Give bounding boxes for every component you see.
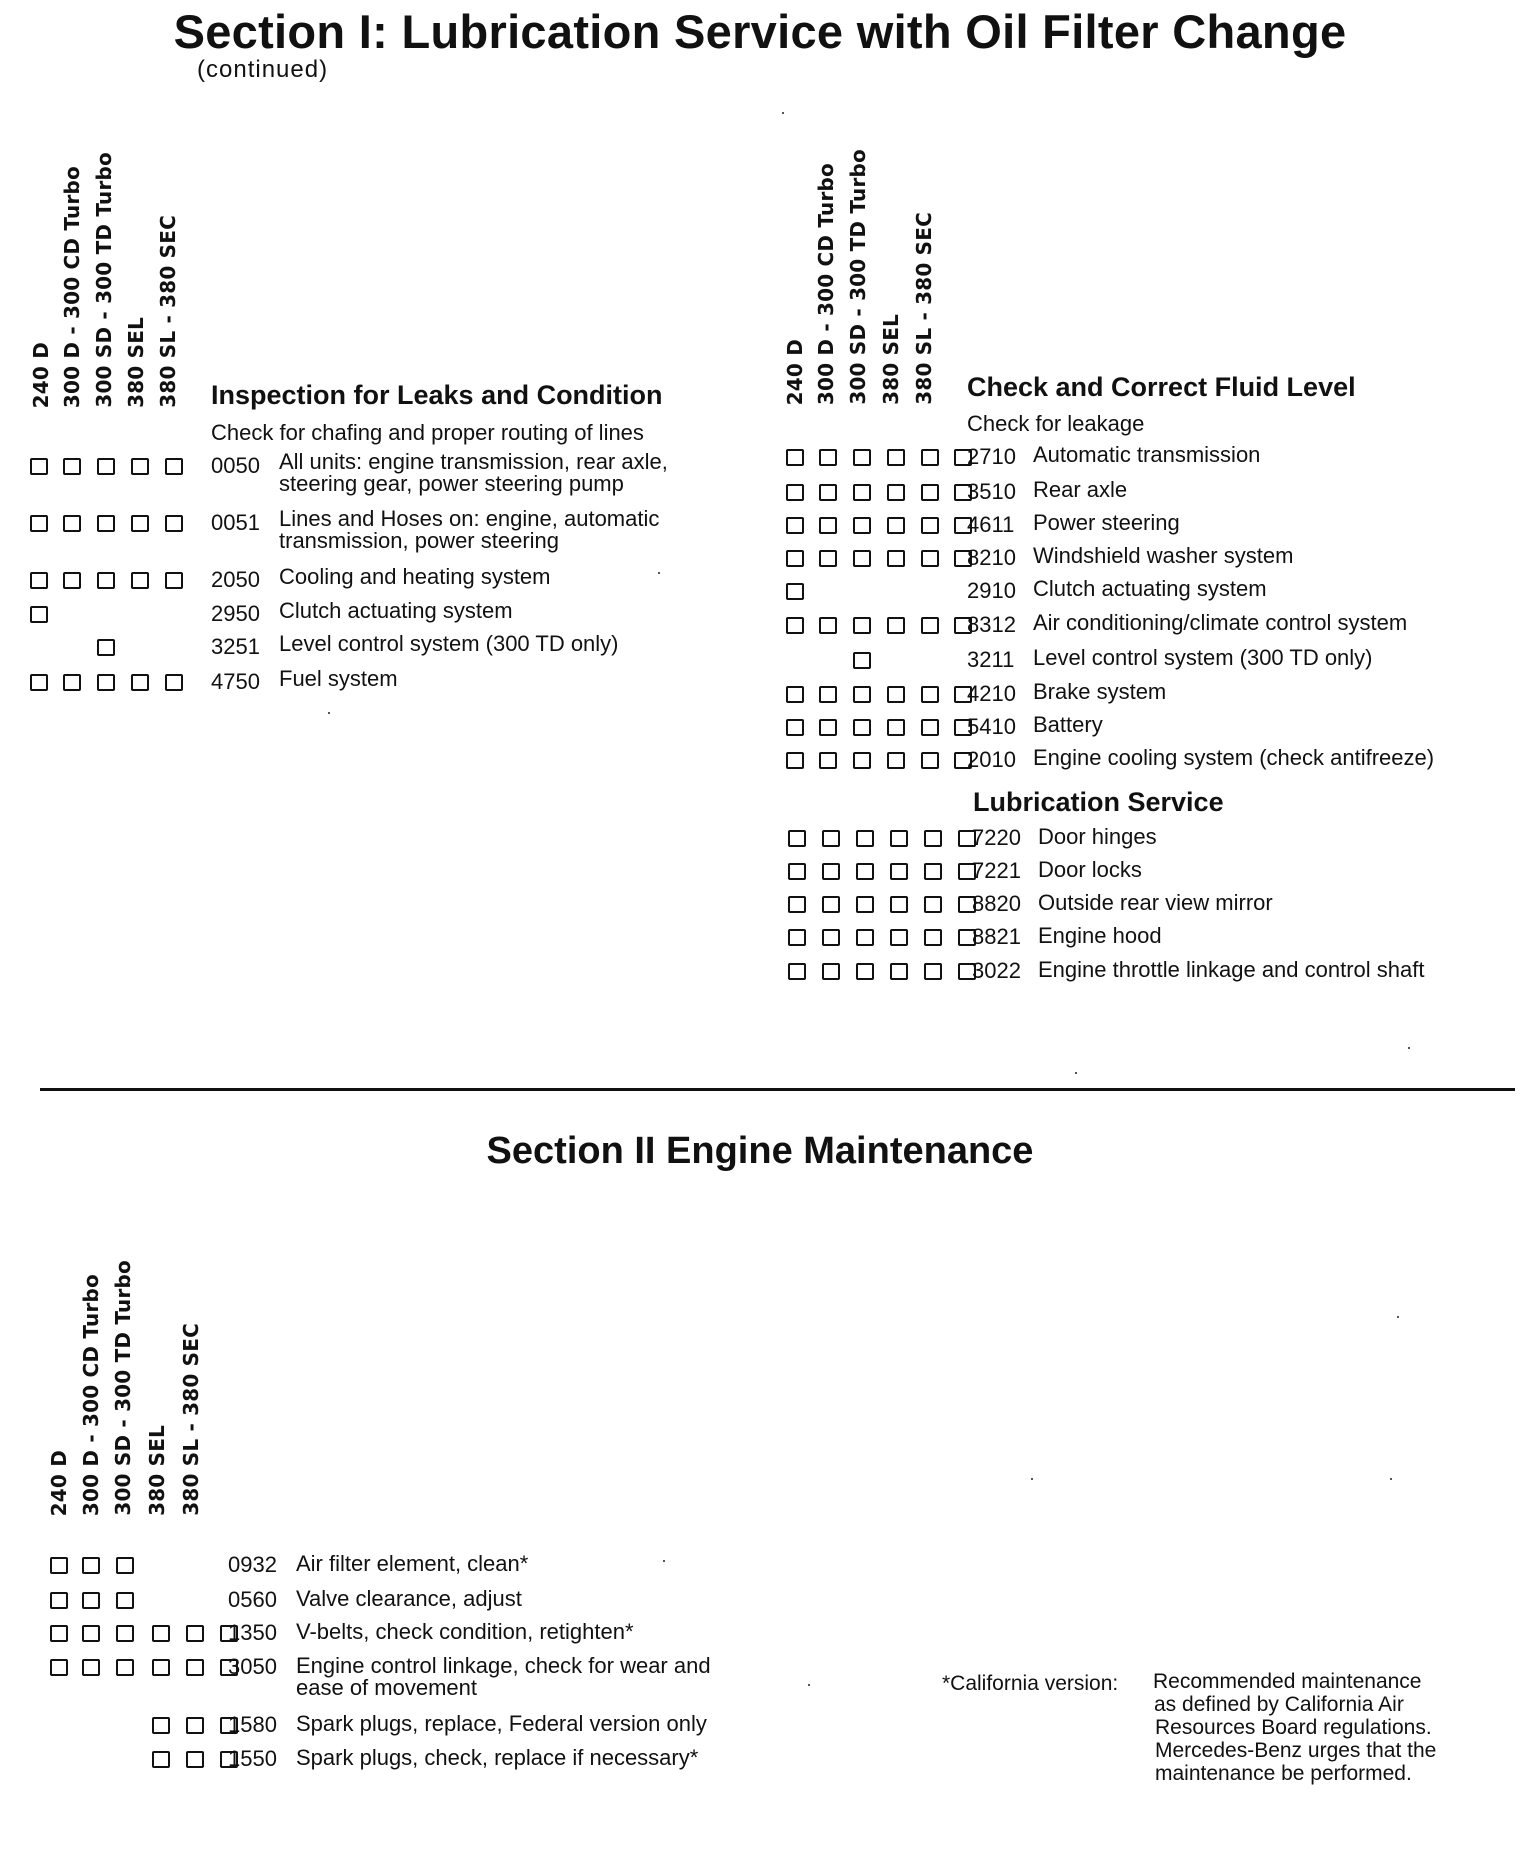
column-header: 300 D - 300 CD Turbo [814, 162, 838, 405]
column-header: 380 SEL [879, 314, 903, 405]
item-description: Battery [1033, 712, 1103, 737]
fluid-subheading: Check for leakage [967, 411, 1145, 436]
item-description: Valve clearance, adjust [296, 1586, 522, 1611]
item-description: transmission, power steering [279, 528, 560, 553]
inspection-row [30, 506, 730, 567]
checkbox[interactable] [165, 572, 183, 589]
checkbox[interactable] [853, 517, 871, 534]
checkbox[interactable] [856, 963, 874, 980]
checkbox[interactable] [131, 572, 149, 589]
section-divider [40, 1088, 1515, 1091]
lubrication-heading: Lubrication Service [973, 787, 1224, 817]
engine-row [50, 1553, 780, 1584]
lubrication-list [788, 826, 1508, 996]
checkbox[interactable] [786, 583, 804, 600]
item-description: Level control system (300 TD only) [279, 631, 619, 656]
checkbox[interactable] [152, 1659, 170, 1676]
page-title: Section I: Lubrication Service with Oil Filter Change [173, 5, 1347, 58]
item-code: 3251 [211, 634, 260, 659]
item-code: 1350 [228, 1620, 277, 1645]
checkbox[interactable] [186, 1625, 204, 1642]
checkbox[interactable] [822, 963, 840, 980]
item-description: Power steering [1033, 510, 1180, 535]
scan-speck [1408, 1047, 1410, 1049]
checkbox[interactable] [887, 719, 905, 736]
column-header: 300 SD - 300 TD Turbo [92, 152, 116, 408]
checkbox[interactable] [63, 515, 81, 532]
item-code: 0050 [211, 453, 260, 478]
checkbox[interactable] [819, 617, 837, 634]
checkbox[interactable] [924, 863, 942, 880]
checkbox[interactable] [853, 719, 871, 736]
item-description: Fuel system [279, 666, 398, 691]
checkbox[interactable] [152, 1625, 170, 1642]
item-code: 7221 [972, 858, 1021, 883]
item-code: 3510 [967, 479, 1016, 504]
checkbox[interactable] [116, 1659, 134, 1676]
fluid-row [786, 576, 1506, 610]
checkbox[interactable] [786, 484, 804, 501]
checkbox[interactable] [921, 550, 939, 567]
checkbox[interactable] [921, 484, 939, 501]
checkbox[interactable] [887, 686, 905, 703]
fluid-column-headers [784, 145, 954, 405]
item-code: 8821 [972, 924, 1021, 949]
checkbox[interactable] [788, 863, 806, 880]
checkbox[interactable] [853, 652, 871, 669]
checkbox[interactable] [822, 863, 840, 880]
checkbox[interactable] [856, 830, 874, 847]
item-description: Engine throttle linkage and control shaft [1038, 957, 1425, 982]
item-description: Engine hood [1038, 923, 1162, 948]
checkbox[interactable] [819, 550, 837, 567]
lubrication-row [788, 826, 1508, 857]
item-description: Cooling and heating system [279, 564, 551, 589]
checkbox[interactable] [887, 617, 905, 634]
checkbox[interactable] [819, 449, 837, 466]
lubrication-row [788, 892, 1508, 923]
engine-list [50, 1553, 780, 1783]
checkbox[interactable] [165, 674, 183, 691]
footnote-line: maintenance be performed. [1155, 1762, 1412, 1785]
column-header: 380 SL - 380 SEC [156, 215, 180, 408]
checkbox[interactable] [887, 517, 905, 534]
inspection-heading: Inspection for Leaks and Condition [211, 380, 663, 410]
inspection-column-headers [30, 148, 190, 408]
checkbox[interactable] [887, 550, 905, 567]
item-description: Door hinges [1038, 824, 1157, 849]
item-code: 8312 [967, 612, 1016, 637]
item-code: 4611 [967, 512, 1015, 537]
item-code: 1580 [228, 1712, 277, 1737]
section-2-heading: Section II Engine Maintenance [486, 1130, 1034, 1172]
item-code: 0932 [228, 1552, 277, 1577]
column-header: 300 SD - 300 TD Turbo [846, 149, 870, 405]
checkbox[interactable] [856, 896, 874, 913]
item-description: Automatic transmission [1033, 442, 1261, 467]
checkbox[interactable] [786, 752, 804, 769]
item-description: Rear axle [1033, 477, 1128, 502]
checkbox[interactable] [50, 1592, 68, 1609]
lubrication-row [788, 959, 1508, 990]
inspection-list [30, 449, 730, 714]
checkbox[interactable] [890, 896, 908, 913]
item-description: Lines and Hoses on: engine, automatic [279, 506, 660, 531]
checkbox[interactable] [97, 515, 115, 532]
column-header: 240 D [783, 338, 807, 405]
page-subtitle: (continued) [197, 56, 329, 83]
item-description: Engine cooling system (check antifreeze) [1033, 745, 1435, 770]
item-code: 0560 [228, 1587, 277, 1612]
checkbox[interactable] [786, 617, 804, 634]
checkbox[interactable] [116, 1592, 134, 1609]
engine-row [50, 1713, 780, 1744]
item-code: 8820 [972, 891, 1021, 916]
inspection-row [30, 598, 730, 633]
fluid-row [786, 442, 1506, 476]
checkbox[interactable] [50, 1659, 68, 1676]
fluid-row [786, 645, 1506, 679]
checkbox[interactable] [82, 1557, 100, 1574]
engine-row [50, 1655, 780, 1711]
scan-speck [1397, 1316, 1399, 1318]
checkbox[interactable] [856, 929, 874, 946]
checkbox[interactable] [819, 719, 837, 736]
item-description: Spark plugs, replace, Federal version only [296, 1711, 707, 1736]
item-code: 3211 [967, 647, 1015, 672]
checkbox[interactable] [82, 1659, 100, 1676]
inspection-subheading: Check for chafing and proper routing of lines [211, 420, 644, 445]
engine-row [50, 1588, 780, 1619]
item-code: 1550 [228, 1746, 277, 1771]
checkbox[interactable] [819, 517, 837, 534]
checkbox[interactable] [30, 515, 48, 532]
column-header: 300 SD - 300 TD Turbo [111, 1260, 135, 1516]
item-description: Engine control linkage, check for wear and [296, 1653, 711, 1678]
checkbox[interactable] [97, 674, 115, 691]
inspection-row [30, 631, 730, 666]
fluid-row [786, 510, 1506, 544]
checkbox[interactable] [131, 674, 149, 691]
checkbox[interactable] [924, 896, 942, 913]
item-code: 5410 [967, 714, 1016, 739]
checkbox[interactable] [890, 830, 908, 847]
item-description: Door locks [1038, 857, 1142, 882]
item-description: All units: engine transmission, rear axle, [279, 449, 668, 474]
checkbox[interactable] [786, 550, 804, 567]
checkbox[interactable] [921, 719, 939, 736]
fluid-row [786, 477, 1506, 511]
checkbox[interactable] [97, 458, 115, 475]
checkbox[interactable] [152, 1717, 170, 1734]
checkbox[interactable] [853, 449, 871, 466]
item-description: Clutch actuating system [1033, 576, 1267, 601]
item-description: steering gear, power steering pump [279, 471, 624, 496]
fluid-row [786, 745, 1506, 779]
checkbox[interactable] [131, 515, 149, 532]
column-header: 240 D [29, 341, 53, 408]
checkbox[interactable] [30, 458, 48, 475]
item-code: 2050 [211, 567, 260, 592]
fluid-heading: Check and Correct Fluid Level [967, 372, 1356, 402]
item-code: 8210 [967, 545, 1016, 570]
checkbox[interactable] [97, 572, 115, 589]
inspection-row [30, 564, 730, 599]
checkbox[interactable] [819, 484, 837, 501]
fluid-row [786, 679, 1506, 713]
checkbox[interactable] [30, 606, 48, 623]
footnote [942, 1672, 1482, 1792]
checkbox[interactable] [63, 458, 81, 475]
checkbox[interactable] [82, 1592, 100, 1609]
checkbox[interactable] [63, 572, 81, 589]
checkbox[interactable] [786, 686, 804, 703]
checkbox[interactable] [50, 1625, 68, 1642]
checkbox[interactable] [887, 484, 905, 501]
item-description: Air conditioning/climate control system [1033, 610, 1408, 635]
checkbox[interactable] [921, 617, 939, 634]
item-code: 7220 [972, 825, 1021, 850]
checkbox[interactable] [97, 639, 115, 656]
footnote-label: *California version: [942, 1672, 1119, 1695]
lubrication-row [788, 925, 1508, 956]
checkbox[interactable] [788, 896, 806, 913]
item-code: 2010 [967, 747, 1016, 772]
checkbox[interactable] [165, 515, 183, 532]
checkbox[interactable] [853, 686, 871, 703]
column-header: 380 SEL [124, 317, 148, 408]
checkbox[interactable] [788, 929, 806, 946]
checkbox[interactable] [924, 963, 942, 980]
checkbox[interactable] [788, 830, 806, 847]
footnote-line: as defined by California Air [1154, 1693, 1404, 1716]
checkbox[interactable] [890, 963, 908, 980]
engine-row [50, 1747, 780, 1778]
scan-speck [328, 712, 330, 714]
scan-speck [663, 1560, 665, 1562]
checkbox[interactable] [924, 830, 942, 847]
checkbox[interactable] [921, 686, 939, 703]
checkbox[interactable] [152, 1751, 170, 1768]
checkbox[interactable] [786, 719, 804, 736]
checkbox[interactable] [924, 929, 942, 946]
fluid-row [786, 712, 1506, 746]
checkbox[interactable] [819, 686, 837, 703]
checkbox[interactable] [890, 929, 908, 946]
checkbox[interactable] [819, 752, 837, 769]
item-code: 4750 [211, 669, 260, 694]
column-header: 380 SEL [145, 1425, 169, 1516]
item-description: Outside rear view mirror [1038, 890, 1273, 915]
footnote-line: Mercedes-Benz urges that the [1155, 1739, 1437, 1762]
checkbox[interactable] [30, 572, 48, 589]
item-code: 3022 [972, 958, 1021, 983]
checkbox[interactable] [887, 752, 905, 769]
item-description: Spark plugs, check, replace if necessary* [296, 1745, 699, 1770]
footnote-line: Recommended maintenance [1153, 1670, 1422, 1693]
checkbox[interactable] [786, 517, 804, 534]
item-code: 4210 [967, 681, 1016, 706]
checkbox[interactable] [30, 674, 48, 691]
checkbox[interactable] [853, 617, 871, 634]
engine-column-headers [48, 1256, 218, 1516]
item-code: 2950 [211, 601, 260, 626]
checkbox[interactable] [50, 1557, 68, 1574]
checkbox[interactable] [921, 752, 939, 769]
column-header: 300 D - 300 CD Turbo [60, 165, 84, 408]
checkbox[interactable] [887, 449, 905, 466]
checkbox[interactable] [186, 1659, 204, 1676]
checkbox[interactable] [116, 1625, 134, 1642]
checkbox[interactable] [853, 550, 871, 567]
checkbox[interactable] [822, 929, 840, 946]
item-description: ease of movement [296, 1675, 477, 1700]
fluid-row [786, 610, 1506, 644]
checkbox[interactable] [853, 752, 871, 769]
checkbox[interactable] [921, 517, 939, 534]
column-header: 380 SL - 380 SEC [912, 212, 936, 405]
checkbox[interactable] [131, 458, 149, 475]
item-description: Level control system (300 TD only) [1033, 645, 1373, 670]
item-description: Brake system [1033, 679, 1167, 704]
scan-speck [658, 572, 660, 574]
item-code: 2910 [967, 578, 1016, 603]
checkbox[interactable] [822, 830, 840, 847]
checkbox[interactable] [63, 674, 81, 691]
checkbox[interactable] [786, 449, 804, 466]
checkbox[interactable] [921, 449, 939, 466]
checkbox[interactable] [165, 458, 183, 475]
checkbox[interactable] [890, 863, 908, 880]
column-header: 380 SL - 380 SEC [179, 1323, 203, 1516]
item-code: 0051 [211, 510, 260, 535]
scan-speck [1390, 1478, 1392, 1480]
footnote-line: Resources Board regulations. [1155, 1716, 1432, 1739]
item-description: Clutch actuating system [279, 598, 513, 623]
column-header: 240 D [47, 1449, 71, 1516]
item-description: Windshield washer system [1033, 543, 1294, 568]
item-description: Air filter element, clean* [296, 1551, 529, 1576]
engine-row [50, 1621, 780, 1652]
checkbox[interactable] [853, 484, 871, 501]
inspection-row [30, 666, 730, 701]
checkbox[interactable] [186, 1751, 204, 1768]
lubrication-row [788, 859, 1508, 890]
checkbox[interactable] [822, 896, 840, 913]
fluid-row [786, 543, 1506, 577]
checkbox[interactable] [856, 863, 874, 880]
fluid-list [786, 442, 1506, 775]
checkbox[interactable] [788, 963, 806, 980]
scan-speck [782, 112, 784, 114]
scan-speck [808, 1684, 810, 1686]
checkbox[interactable] [116, 1557, 134, 1574]
item-description: V-belts, check condition, retighten* [296, 1619, 634, 1644]
item-code: 3050 [228, 1654, 277, 1679]
inspection-row [30, 449, 730, 510]
scan-speck [1031, 1478, 1033, 1480]
item-code: 2710 [967, 444, 1016, 469]
scan-speck [1075, 1072, 1077, 1074]
checkbox[interactable] [186, 1717, 204, 1734]
column-header: 300 D - 300 CD Turbo [79, 1273, 103, 1516]
checkbox[interactable] [82, 1625, 100, 1642]
